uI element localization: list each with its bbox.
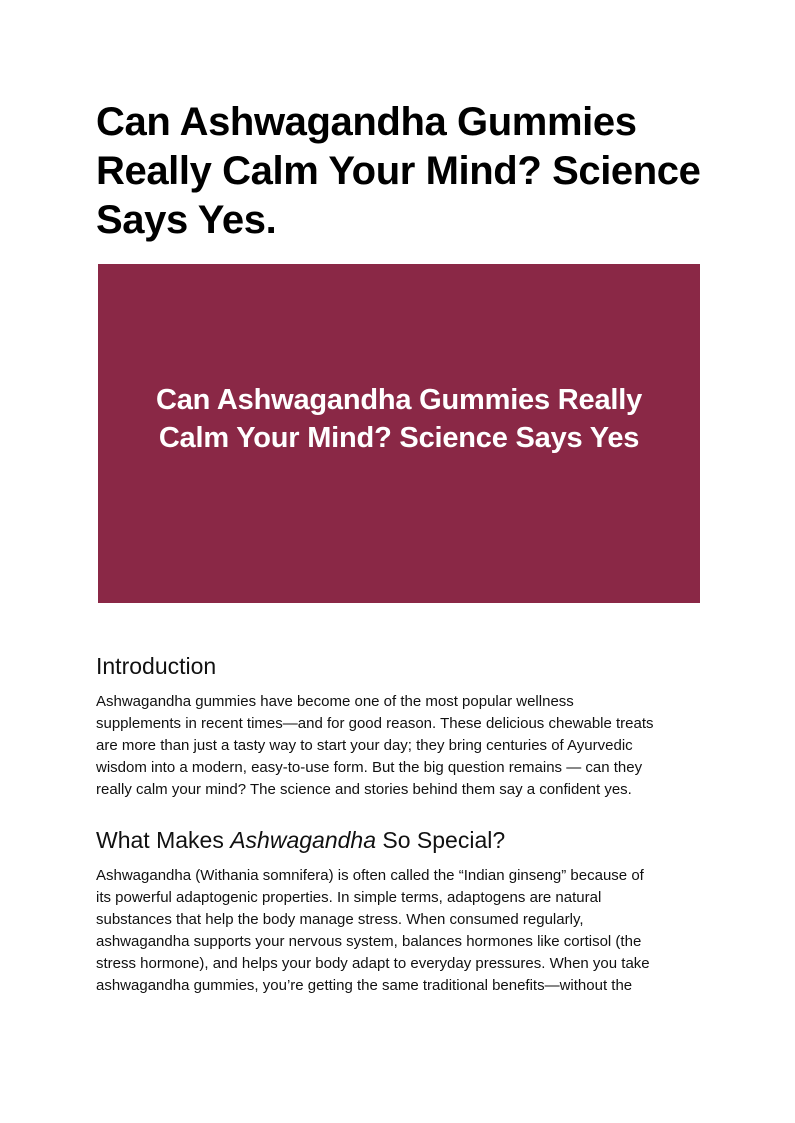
heading-part: So Special? [376,827,506,853]
introduction-paragraph [96,691,696,801]
banner-line-1: Can Ashwagandha Gummies Really [155,383,643,416]
paragraph-line: its powerful adaptogenic properties. In simple terms, adaptogens are natural [96,889,602,906]
paragraph-line: Ashwagandha gummies have become one of the most popular wellness [96,693,574,710]
paragraph-line: stress hormone), and helps your body adapt to everyday pressures. When you take [96,955,650,972]
section-heading-what-makes-special [96,826,505,854]
featured-banner-image [98,264,700,603]
paragraph-line: Ashwagandha (Withania somnifera) is often called the “Indian ginseng” because of [96,867,644,884]
heading-part: What Makes [96,827,231,853]
paragraph-line: ashwagandha gummies, you’re getting the same traditional benefits—without the [96,977,633,994]
paragraph-line: wisdom into a modern, easy-to-use form. But the big question remains — can they [96,759,643,776]
banner-text [129,381,669,457]
banner-line-2: Calm Your Mind? Science Says Yes [158,421,640,454]
heading-emphasis: Ashwagandha [230,827,377,853]
paragraph-line: supplements in recent times—and for good reason. These delicious chewable treats [96,715,654,732]
paragraph-line: substances that help the body manage stress. When consumed regularly, [96,911,584,928]
paragraph-line: are more than just a tasty way to start your day; they bring centuries of Ayurvedic [96,737,633,754]
section-heading-introduction: Introduction [96,653,217,679]
paragraph-line: really calm your mind? The science and stories behind them say a confident yes. [96,781,632,798]
page-title: Can Ashwagandha Gummies Really Calm Your Mind? Science Says Yes. [96,100,701,242]
what-makes-special-paragraph [96,865,696,997]
paragraph-line: ashwagandha supports your nervous system, balances hormones like cortisol (the [96,933,642,950]
